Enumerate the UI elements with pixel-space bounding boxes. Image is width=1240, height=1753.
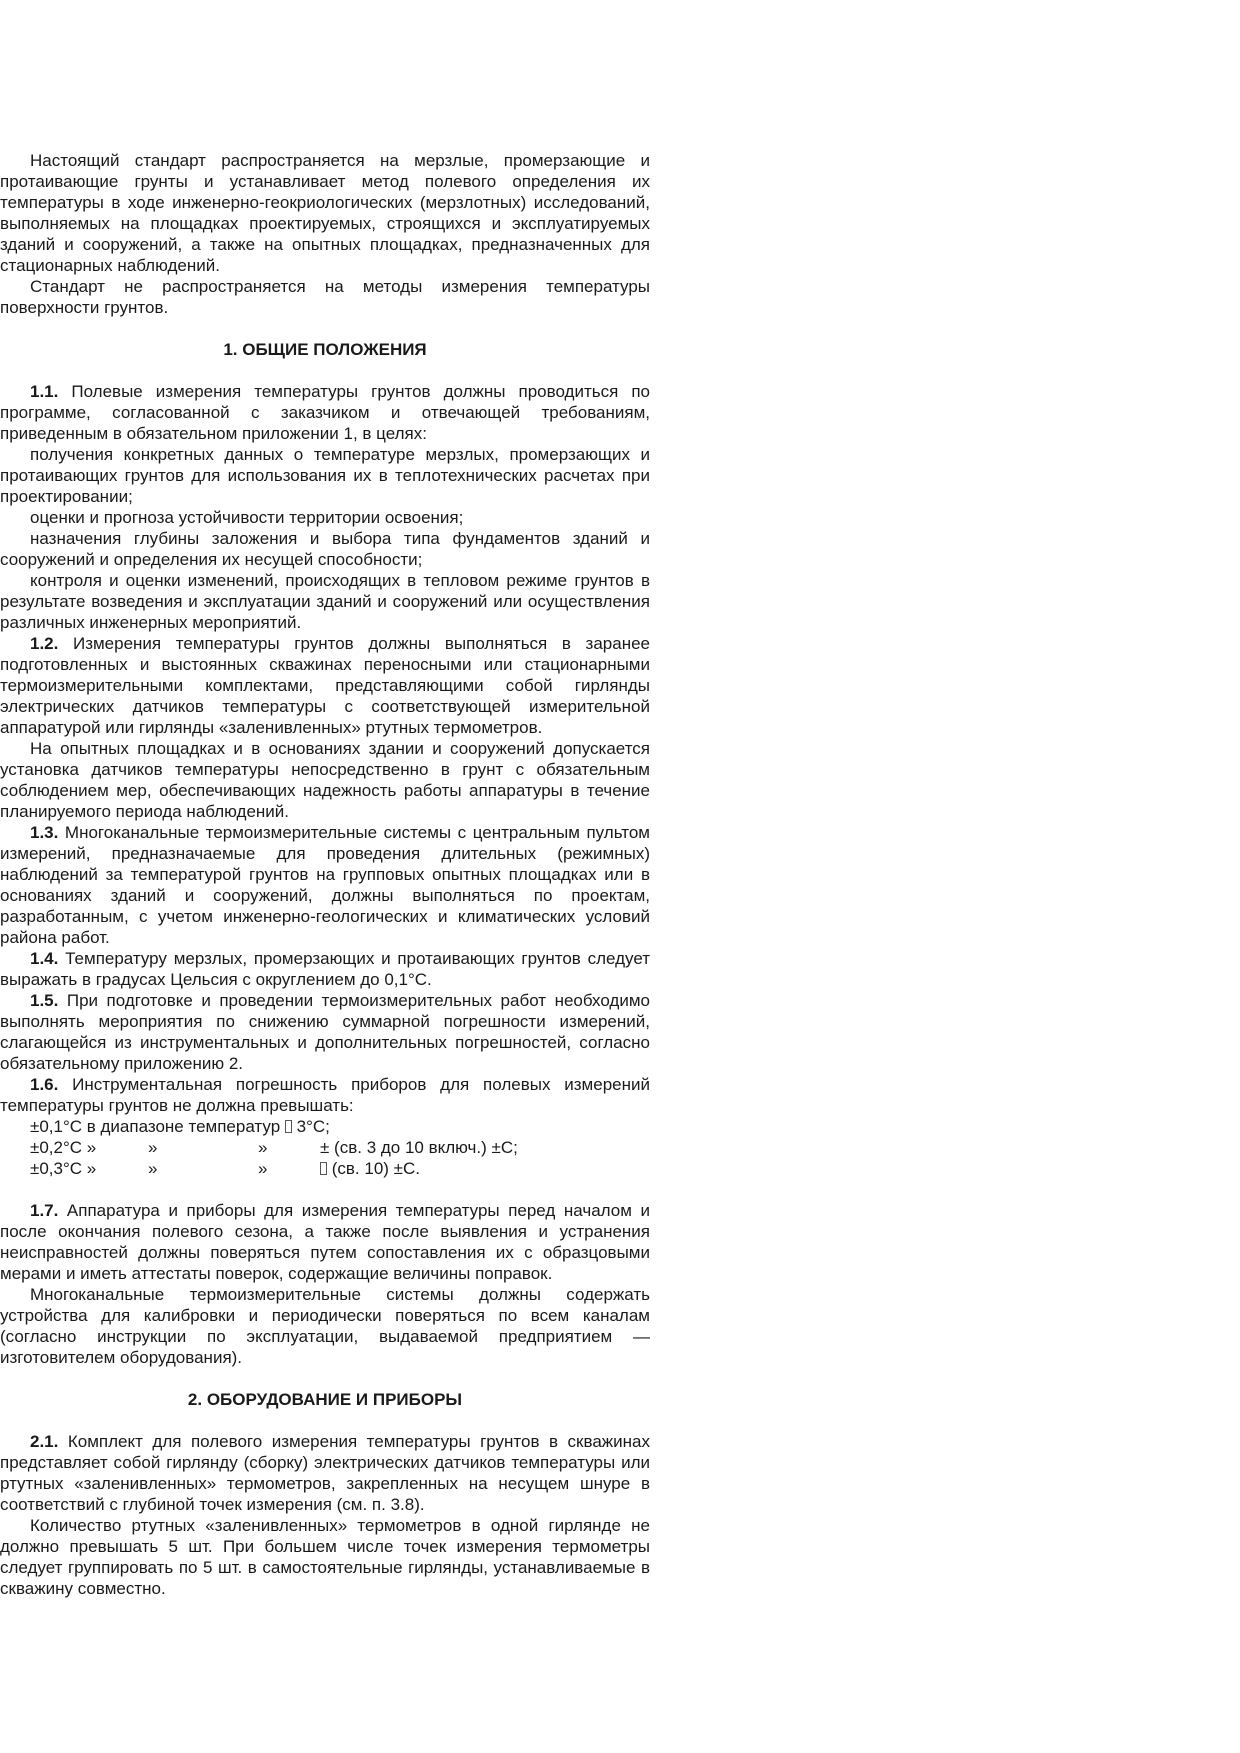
clause-text: Комплект для полевого измерения температуры грунтов в скважинах представляет собой гирлянду (сборку) электрических датчиков температуры или ртутных «заленивленных» термометров, закрепленных на несущем шнуре в соответствий с глубиной точек измерения (см. п. 3.8).: [0, 1432, 650, 1514]
clause-text: Многоканальные термоизмерительные системы с центральным пультом измерений, предназначаемые для проведения длительных (режимных) наблюдений за температурой грунтов на групповых опытных площадках или в основаниях зданий и сооружений, должны выполняться по проектам, разработанным, с учетом инженерно-геологических и климатических условий района работ.: [0, 823, 650, 947]
clause-text: Инструментальная погрешность приборов для полевых измерений температуры грунтов не должна превышать:: [0, 1075, 650, 1115]
clause-2-1: [0, 1431, 650, 1515]
tolerance-row-2: ±0,2°С » » » ± (св. 3 до 10 включ.) ±С;: [30, 1138, 518, 1157]
clause-1-2-paragraph-2: На опытных площадках и в основаниях здании и сооружений допускается установка датчиков температуры непосредственно в грунт с обязательным соблюдением мер, обеспечивающих надежность работы аппаратуры в течение планируемого периода наблюдений.: [0, 739, 650, 821]
clause-1-6: [0, 1074, 650, 1116]
clause-text: Измерения температуры грунтов должны выполняться в заранее подготовленных и выстоянных скважинах переносными или стационарными термоизмерительными комплектами, представляющими собой гирлянды электрических датчиков температуры с соответствующей измерительной аппаратурой или гирлянды «заленивленных» ртутных термометров.: [0, 634, 650, 737]
intro-paragraph-1: Настоящий стандарт распространяется на мерзлые, промерзающие и протаивающие грунты и устанавливает метод полевого определения их температуры в ходе инженерно-геокриологических (мерзлотных) исследований, выполняемых на площадках проектируемых, строящихся и эксплуатируемых зданий и сооружений, а также на опытных площадках, предназначенных для стационарных наблюдений.: [0, 151, 650, 275]
clause-2-1-paragraph-2: Количество ртутных «заленивленных» термометров в одной гирлянде не должно превышать 5 шт. При большем числе точек измерения термометры следует группировать по 5 шт. в самостоятельные гирлянды, устанавливаемые в скважину совместно.: [0, 1516, 650, 1598]
clause-text: Полевые измерения температуры грунтов должны проводиться по программе, согласованной с заказчиком и отвечающей требованиям, приведенным в обязательном приложении 1, в целях:: [0, 382, 650, 443]
clause-1-1-item: назначения глубины заложения и выбора типа фундаментов зданий и сооружений и определения их несущей способности;: [0, 529, 650, 569]
clause-1-5: [0, 990, 650, 1074]
tolerance-row-3: ±0,3°С » » » (св. 10) ±С.: [30, 1159, 420, 1178]
clause-text: Аппаратура и приборы для измерения температуры перед началом и после окончания полевого сезона, а также после выявления и устранения неисправностей должны поверяться путем сопоставления их с образцовыми мерами и иметь аттестаты поверок, содержащие величины поправок.: [0, 1201, 650, 1283]
missing-glyph-icon: [285, 1120, 292, 1133]
clause-number: 1.4.: [30, 949, 59, 968]
intro-paragraph-2: Стандарт не распространяется на методы измерения температуры поверхности грунтов.: [0, 277, 650, 317]
clause-number: 1.6.: [30, 1075, 59, 1094]
clause-number: 1.1.: [30, 382, 59, 401]
clause-number: 1.2.: [30, 634, 59, 653]
clause-number: 2.1.: [30, 1432, 59, 1451]
clause-text: Температуру мерзлых, промерзающих и протаивающих грунтов следует выражать в градусах Цельсия с округлением до 0,1°С.: [0, 949, 650, 989]
clause-1-4: [0, 948, 650, 990]
clause-1-7-paragraph-2: Многоканальные термоизмерительные системы должны содержать устройства для калибровки и периодически поверяться по всем каналам (согласно инструкции по эксплуатации, выдаваемой предприятием — изготовителем оборудования).: [0, 1285, 650, 1367]
clause-1-1-item: оценки и прогноза устойчивости территории освоения;: [30, 508, 464, 527]
missing-glyph-icon: [320, 1162, 327, 1175]
clause-1-1-item: контроля и оценки изменений, происходящих в тепловом режиме грунтов в результате возведения и эксплуатации зданий и сооружений или осуществления различных инженерных мероприятий.: [0, 571, 650, 632]
section-1-heading: 1. ОБЩИЕ ПОЛОЖЕНИЯ: [223, 340, 427, 359]
clause-number: 1.3.: [30, 823, 59, 842]
clause-1-1: [0, 381, 650, 444]
clause-number: 1.5.: [30, 991, 59, 1010]
tolerance-row-1: ±0,1°С в диапазоне температур 3°С;: [30, 1117, 330, 1136]
clause-1-3: [0, 822, 650, 948]
clause-text: При подготовке и проведении термоизмерительных работ необходимо выполнять мероприятия по снижению суммарной погрешности измерений, слагающейся из инструментальных и дополнительных погрешностей, согласно обязательному приложению 2.: [0, 991, 650, 1073]
clause-number: 1.7.: [30, 1201, 59, 1220]
section-2-heading: 2. ОБОРУДОВАНИЕ И ПРИБОРЫ: [187, 1390, 463, 1409]
clause-1-7: [0, 1200, 650, 1284]
document-page: [0, 150, 650, 1599]
clause-1-2: [0, 633, 650, 738]
clause-1-1-item: получения конкретных данных о температуре мерзлых, промерзающих и протаивающих грунтов для использования их в теплотехнических расчетах при проектировании;: [0, 445, 650, 506]
